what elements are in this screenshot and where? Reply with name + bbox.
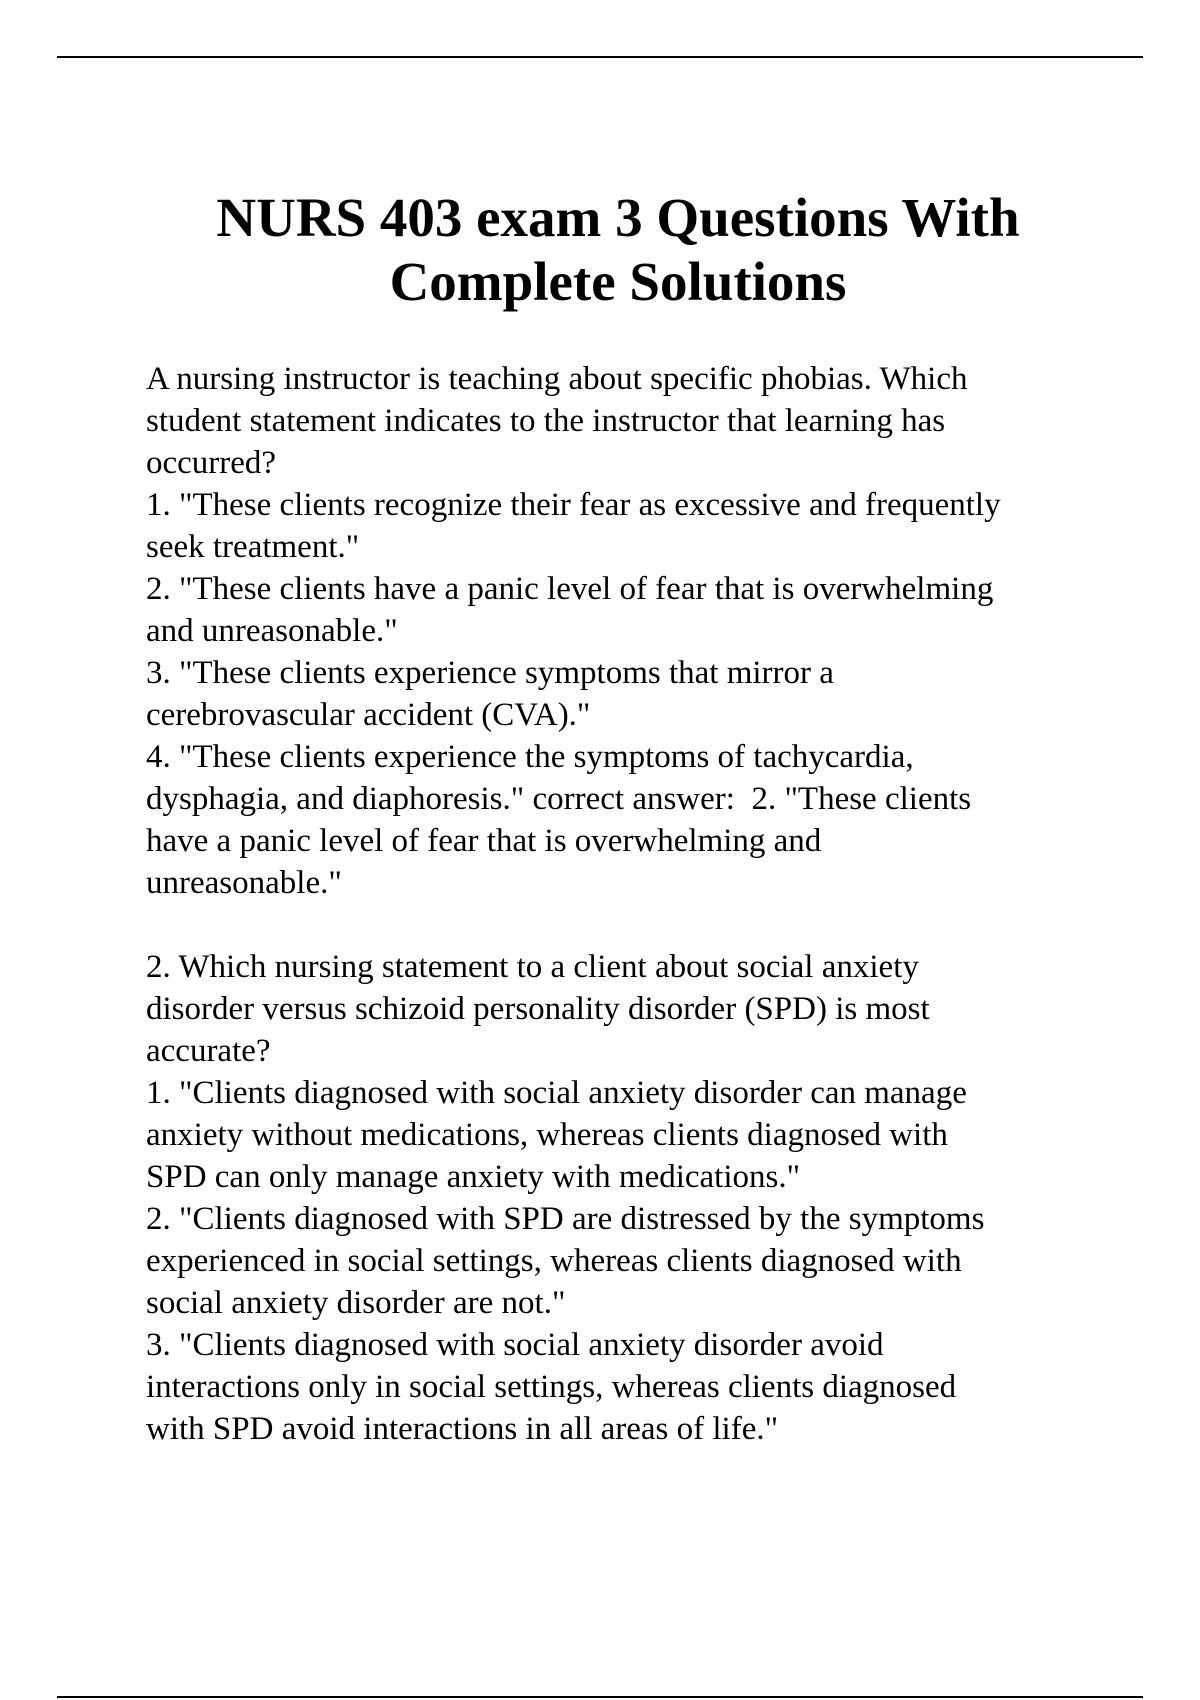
question-1-line: A nursing instructor is teaching about specific phobias. Which: [146, 361, 968, 397]
title-line-1: NURS 403 exam 3 Questions With: [216, 187, 1020, 248]
question-2-line: 1. "Clients diagnosed with social anxiety disorder can manage: [146, 1075, 967, 1111]
document-title: [0, 186, 1200, 314]
question-2-line: 2. Which nursing statement to a client about social anxiety: [146, 949, 919, 985]
bottom-rule: [57, 1696, 1143, 1698]
question-1-line: 2. "These clients have a panic level of fear that is overwhelming: [146, 571, 994, 607]
question-2-line: social anxiety disorder are not.": [146, 1285, 566, 1321]
question-1-line: have a panic level of fear that is overwhelming and: [146, 823, 822, 859]
question-2-line: 3. "Clients diagnosed with social anxiety disorder avoid: [146, 1327, 884, 1363]
question-1: [146, 358, 1096, 904]
question-2-line: with SPD avoid interactions in all areas of life.": [146, 1411, 779, 1447]
question-2-line: disorder versus schizoid personality disorder (SPD) is most: [146, 991, 930, 1027]
question-2-line: accurate?: [146, 1033, 271, 1069]
question-1-line: occurred?: [146, 445, 277, 481]
question-2-line: experienced in social settings, whereas clients diagnosed with: [146, 1243, 962, 1279]
paragraph-spacer: [146, 904, 1096, 946]
question-1-line: 1. "These clients recognize their fear as excessive and frequently: [146, 487, 1001, 523]
question-1-line: 4. "These clients experience the symptoms of tachycardia,: [146, 739, 914, 775]
question-1-line: seek treatment.": [146, 529, 360, 565]
question-1-line: cerebrovascular accident (CVA).": [146, 697, 591, 733]
top-rule: [57, 56, 1143, 58]
title-line-2: Complete Solutions: [389, 251, 847, 312]
question-1-line: student statement indicates to the instructor that learning has: [146, 403, 946, 439]
question-1-line: 3. "These clients experience symptoms that mirror a: [146, 655, 834, 691]
question-1-line: unreasonable.": [146, 865, 342, 901]
question-2: [146, 946, 1096, 1450]
question-2-line: interactions only in social settings, whereas clients diagnosed: [146, 1369, 957, 1405]
question-2-line: 2. "Clients diagnosed with SPD are distressed by the symptoms: [146, 1201, 985, 1237]
question-2-line: anxiety without medications, whereas clients diagnosed with: [146, 1117, 948, 1153]
document-body: [146, 358, 1096, 1450]
question-1-line: dysphagia, and diaphoresis." correct answer: 2. "These clients: [146, 781, 972, 817]
question-2-line: SPD can only manage anxiety with medications.": [146, 1159, 801, 1195]
question-1-line: and unreasonable.": [146, 613, 398, 649]
